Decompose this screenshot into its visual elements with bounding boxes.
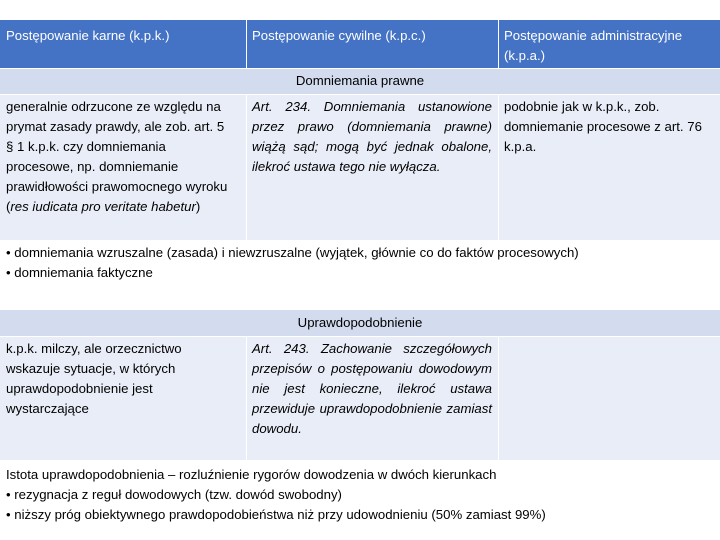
probability-notes (0, 460, 720, 532)
presumptions-bullet-1: • domniemania wzruszalne (zasada) i niewzruszalne (wyjątek, głównie co do faktów procesowych) (6, 245, 579, 260)
grid-divider (0, 68, 720, 69)
presumptions-cywilne-text: Art. 234. Domniemania ustanowione przez prawo (domniemania prawne) wiążą sąd; mogą być jednak obalone, ilekroć ustawa tego nie wyłącza. (252, 99, 493, 174)
header-col-cywilne-label: Postępowanie cywilne (k.p.c.) (252, 28, 426, 43)
header-col-admin (498, 20, 720, 68)
section-title-probability-text: Uprawdopodobnienie (297, 315, 423, 330)
presumptions-notes (0, 240, 720, 310)
header-col-admin-label: Postępowanie administracyjne (k.p.a.) (504, 28, 683, 63)
grid-divider (498, 336, 499, 460)
probability-karne-text: k.p.k. milczy, ale orzecznictwo wskazuje sytuacje, w których uprawdopodobnienie jest wystarczające (6, 341, 182, 416)
probability-admin-cell (498, 336, 720, 460)
article-243-label: Art. 243 (252, 341, 306, 356)
grid-divider (246, 336, 247, 460)
presumptions-admin-text: podobnie jak w k.p.k., zob. domniemanie procesowe z art. 76 k.p.a. (504, 99, 702, 154)
probability-cywilne-cell (246, 336, 498, 460)
presumptions-cywilne-cell (246, 94, 498, 240)
header-col-karne (0, 20, 246, 68)
latin-maxim: res iudicata pro veritate habetur (10, 199, 196, 214)
probability-line-3: • niższy próg obiektywnego prawdopodobieństwa niż przy udowodnieniu (50% zamiast 99%) (6, 507, 546, 522)
grid-divider (246, 94, 247, 240)
presumptions-karne-cell (0, 94, 246, 240)
header-col-karne-label: Postępowanie karne (k.p.k.) (6, 28, 170, 43)
grid-divider (0, 94, 720, 95)
section-title-presumptions (0, 68, 720, 94)
grid-divider (0, 336, 720, 337)
probability-line-1: Istota uprawdopodobnienia – rozluźnienie rygorów dowodzenia w dwóch kierunkach (6, 467, 497, 482)
grid-divider (498, 20, 499, 68)
section-title-presumptions-text: Domniemania prawne (295, 73, 425, 88)
header-col-cywilne (246, 20, 498, 68)
section-title-probability (0, 310, 720, 336)
presumptions-bullet-2: • domniemania faktyczne (6, 265, 153, 280)
presumptions-admin-cell (498, 94, 720, 240)
grid-divider (246, 20, 247, 68)
article-234-label: Art. 234 (252, 99, 308, 114)
grid-divider (498, 94, 499, 240)
probability-line-2: • rezygnacja z reguł dowodowych (tzw. dowód swobodny) (6, 487, 342, 502)
probability-cywilne-text: Art. 243. Zachowanie szczegółowych przepisów o postępowaniu dowodowym nie jest konieczne, ilekroć ustawa przewiduje uprawdopodobnienie zamiast dowodu. (252, 341, 492, 436)
presumptions-karne-text: generalnie odrzucone ze względu na prymat zasady prawdy, ale zob. art. 5 § 1 k.p.k. czy domniemania procesowe, np. domniemanie prawidłowości prawomocnego wyroku (res iudicata pro veritate habetur) (6, 99, 228, 214)
probability-karne-cell (0, 336, 246, 460)
